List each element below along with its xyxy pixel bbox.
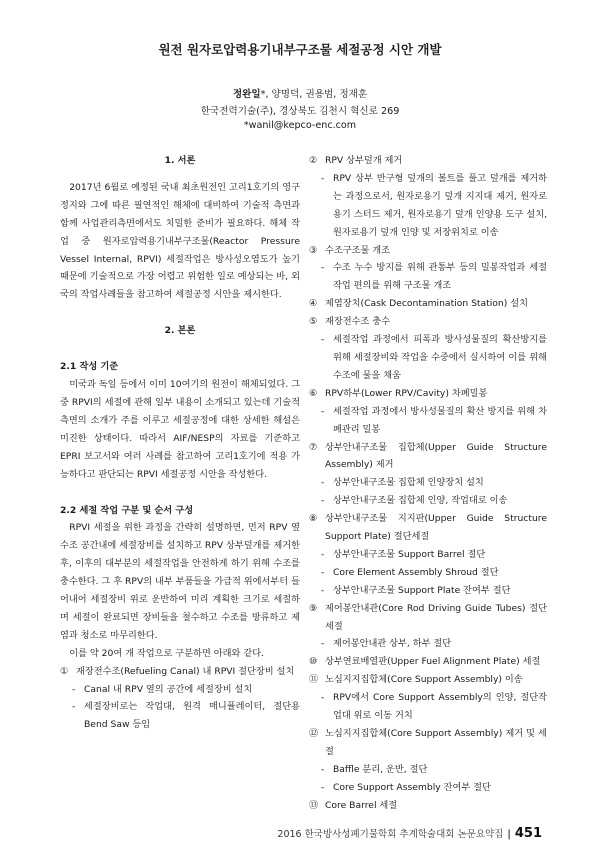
list-item [309,671,547,689]
sub-item [321,761,547,779]
sub-item-text: 세절장비로는 작업대, 원격 매니퓰레이터, 절단용 Bend Saw 등임 [84,701,300,731]
list-item [309,510,547,546]
sub-item [321,492,547,510]
list-item [309,313,547,331]
sub-item [321,779,547,797]
dash-bullet: - [72,683,76,695]
list-item [309,797,547,815]
section-heading-body: 2. 본론 [164,325,196,337]
dash-bullet: - [321,477,325,489]
sub-item-text: 상부안내구조물 Support Plate 잔여부 절단 [333,584,511,596]
sub-item [321,582,547,600]
sequence-intro-line: 이를 약 20여 개 작업으로 구분하면 아래와 같다. [69,647,264,659]
item-number: ② [309,155,318,166]
sub-item-text: 상부안내구조물 집합체 인양장치 설치 [333,477,484,489]
sub-item-text: 제어봉안내관 상부, 하부 절단 [333,638,452,650]
item-text: 수조구조물 개조 [325,244,391,256]
sub-item [72,681,300,699]
item-text: 상부안내구조물 지지판(Upper Guide Structure Support Plate) 절단세절 [325,513,547,543]
sub-item [321,403,547,439]
affiliation: 한국전력기술(주), 경상북도 김천시 혁신로 269 [200,106,400,117]
sub-item-text: 수조 누수 방지를 위해 관통부 등의 밀봉작업과 세절작업 편의를 위해 구조물 개조 [333,262,547,292]
list-item [309,439,547,475]
sub-item [321,259,547,295]
item-number: ⑤ [309,316,318,328]
paper-title: 원전 원자로압력용기내부구조물 세절공정 시안 개발 [158,42,442,57]
sequence-paragraph: RPVI 세절을 위한 과정을 간략히 설명하면, 먼저 RPV 옆 수조 공간내에 세절장비를 설치하고 RPV 상부덮개를 제거한 후, 이후의 대부분의 세절작업을 안전하게 하기 위해 수조를 충수한다. 그 후 RPV의 내부 부품들을 가급적 위에서부터 들어내어 세절장비 위로 운반하여 미리 계획한 크기로 세절하며 세절이 완료되면 장비들을 철수하고 수조를 방류하고 제염과 청소로 마무리한다. [60,522,300,641]
item-text: 상부연료배열판(Upper Fuel Alignment Plate) 세절 [325,656,541,668]
item-number: ⑥ [309,387,318,399]
dash-bullet: - [321,405,325,417]
list-item [60,663,300,681]
dash-bullet: - [72,701,76,713]
item-text: Core Barrel 세절 [325,799,398,811]
dash-bullet: - [321,172,325,184]
subsection-heading-sequence: 2.2 세절 작업 구분 및 순서 구성 [60,504,194,516]
criteria-paragraph: 미국과 독일 등에서 이미 10여기의 원전이 해체되었다. 그 중 RPVI의 세절에 관해 일부 내용이 소개되고 있는데 기술적 측면의 소개가 주를 이루고 세절공정에 대한 상세한 해설은 미진한 상태이다. 따라서 AIF/NESP의 자료를 기준하고 EPRI 보고서와 여러 사례를 참고하여 고리1호기에 적용 가능하다고 판단되는 RPVI 세절공정 시안을 작성한다. [60,379,300,480]
list-item [309,725,547,761]
sub-item [321,564,547,582]
item-number: ⑧ [309,513,318,525]
list-item [309,152,547,170]
contact-email: *wanil@kepco-enc.com [243,120,357,131]
item-text: 노심지지집합체(Core Support Assembly) 제거 및 세절 [325,728,547,757]
sub-item-text: Canal 내 RPV 옆의 공간에 세절장비 설치 [84,683,253,695]
item-number: ④ [309,298,318,310]
item-number: ⑪ [309,674,319,686]
sub-item [321,546,547,564]
dash-bullet: - [321,566,325,578]
section-heading-intro: 1. 서론 [164,155,196,166]
list-item [309,242,547,260]
dash-bullet: - [321,781,325,793]
sub-item-text: 상부안내구조물 Support Barrel 절단 [333,548,486,560]
dash-bullet: - [321,334,325,346]
item-text: 재장전수조(Refueling Canal) 내 RPVI 절단장비 설치 [76,665,295,677]
item-text: RPV 상부덮개 제거 [325,155,403,166]
page-number: 451 [514,826,542,841]
footer-separator: | [507,829,511,840]
dash-bullet: - [321,638,325,650]
left-column [60,152,300,734]
dash-bullet: - [321,692,325,704]
dash-bullet: - [321,262,325,274]
page-footer [277,826,542,841]
dash-bullet: - [321,548,325,560]
conference-name: 2016 한국방사성폐기물학회 추계학술대회 논문요약집 [277,829,504,840]
item-text: 재장전수조 충수 [325,316,391,328]
item-text: RPV하부(Lower RPV/Cavity) 차폐밀봉 [325,387,488,399]
item-text: 노심지지집합체(Core Support Assembly) 이송 [325,674,523,686]
item-number: ① [60,665,69,677]
item-text: 제염장치(Cask Decontamination Station) 설치 [325,298,529,310]
sub-item [321,170,547,242]
sub-item [321,689,547,725]
dash-bullet: - [321,584,325,596]
dash-bullet: - [321,495,325,507]
sub-item [321,474,547,492]
co-authors: *, 양명덕, 권용범, 정재훈 [260,89,368,100]
item-number: ⑨ [309,602,318,614]
sub-item-text: 세절작업 과정에서 방사성물질의 확산 방지를 위해 차폐관리 밀봉 [333,405,547,435]
sub-item-text: RPV 상부 반구형 덮개의 볼트를 풀고 덮개를 제거하는 과정으로서, 원자로용기 덮개 지지대 제거, 원자로용기 스터드 제거, 원자로용기 덮개 인양용 도구 설치, 원자로용기 덮개 인양 및 저장위치로 이송 [333,172,547,238]
item-number: ⑫ [309,728,319,739]
sub-item-text: Core Element Assembly Shroud 절단 [333,566,499,578]
author-list [0,86,600,100]
intro-paragraph: 2017년 6월로 예정된 국내 최초원전인 고리1호기의 영구정지와 그에 따른 필연적인 해체에 대비하여 기술적 측면과 함께 사업관리측면에서도 치밀한 준비가 필요하다. 해체 작업 중 원자로압력용기내부구조물(Reactor Pressure Vessel Internal, RPVI) 세절작업은 방사성오염도가 높기 때문에 기술적으로 가장 어렵고 위험한 일로 예상되는 바, 외국의 작업사례들을 참고하여 세절공정 시안을 제시한다. [60,181,300,301]
subsection-heading-criteria: 2.1 작성 기준 [60,361,119,373]
sub-item-text: 세절작업 과정에서 피폭과 방사성물질의 확산방지를 위해 세절장비와 작업을 수중에서 실시하여 이를 위해 수조에 물을 채움 [333,334,547,381]
sub-item-text: Core Support Assembly 잔여부 절단 [333,781,491,793]
item-number: ⑩ [309,656,318,668]
main-author: 정완일 [232,89,261,100]
sub-item [72,698,300,734]
list-item [309,653,547,671]
list-item [309,385,547,403]
item-number: ⑦ [309,441,318,453]
item-number: ③ [309,244,318,256]
item-number: ⑬ [309,799,319,811]
item-text: 상부안내구조물 집합체(Upper Guide Structure Assembly) 제거 [325,441,547,471]
item-text: 제어봉안내관(Core Rod Driving Guide Tubes) 절단세절 [325,602,547,632]
right-column [309,152,547,815]
sub-item [321,635,547,653]
sub-item-text: RPV에서 Core Support Assembly의 인양, 절단작업대 위로 이동 거치 [333,692,547,722]
dash-bullet: - [321,763,325,775]
sub-item-text: 상부안내구조물 집합체 인양, 작업대로 이송 [333,495,508,507]
list-item [309,600,547,636]
list-item [309,295,547,313]
sub-item [321,331,547,385]
sub-item-text: Baffle 분리, 운반, 절단 [333,763,428,775]
